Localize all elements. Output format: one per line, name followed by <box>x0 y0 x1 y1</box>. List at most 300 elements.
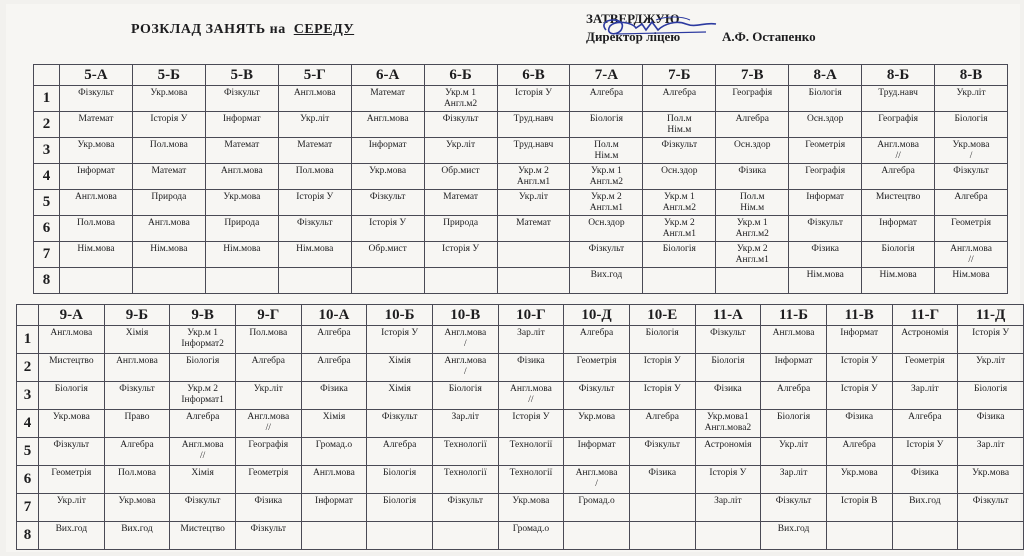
lesson-cell <box>424 268 497 294</box>
lesson-cell <box>716 268 789 294</box>
lesson-cell: Інформат <box>862 216 935 242</box>
lesson-cell: Англ.мова <box>205 164 278 190</box>
lesson-cell: Укр.м 1 Англ.м2 <box>424 86 497 112</box>
lesson-number: 2 <box>34 112 60 138</box>
lesson-row <box>17 410 1024 438</box>
lesson-cell: Фізкульт <box>367 410 433 438</box>
lesson-cell: Пол.м Нім.м <box>570 138 643 164</box>
class-header: 7-А <box>570 65 643 86</box>
class-header: 8-А <box>789 65 862 86</box>
lesson-cell: Право <box>104 410 170 438</box>
lesson-cell <box>205 268 278 294</box>
lesson-cell: Хімія <box>367 354 433 382</box>
lesson-row <box>17 466 1024 494</box>
lesson-number: 2 <box>17 354 39 382</box>
lesson-cell: Укр.літ <box>958 354 1024 382</box>
lesson-cell: Історія У <box>826 382 892 410</box>
class-header: 7-В <box>716 65 789 86</box>
lesson-cell: Укр.м 1 Англ.м2 <box>643 190 716 216</box>
lesson-cell: Укр.м 2 Інформат1 <box>170 382 236 410</box>
class-header: 11-Д <box>958 305 1024 326</box>
lesson-cell: Фізкульт <box>39 438 105 466</box>
schedule-sheet <box>6 4 1020 552</box>
header-row <box>34 65 1008 86</box>
lesson-cell: Фізика <box>826 410 892 438</box>
corner-cell <box>17 305 39 326</box>
lesson-cell: Труд.навч <box>497 112 570 138</box>
lesson-cell: Обр.мист <box>424 164 497 190</box>
class-header: 10-Д <box>564 305 630 326</box>
lesson-cell: Історія В <box>826 494 892 522</box>
lesson-cell: Алгебра <box>643 86 716 112</box>
lesson-number: 6 <box>17 466 39 494</box>
lesson-cell: Географія <box>789 164 862 190</box>
class-header: 10-А <box>301 305 367 326</box>
class-header: 10-Е <box>629 305 695 326</box>
lesson-cell: Зар.літ <box>892 382 958 410</box>
lesson-cell: Алгебра <box>235 354 301 382</box>
lesson-cell: Фізкульт <box>564 382 630 410</box>
lesson-cell <box>132 268 205 294</box>
lesson-cell: Вих.год <box>892 494 958 522</box>
lesson-cell: Зар.літ <box>498 326 564 354</box>
lesson-cell: Зар.літ <box>695 494 761 522</box>
lesson-cell: Географія <box>716 86 789 112</box>
lesson-cell: Біологія <box>367 494 433 522</box>
lesson-cell: Алгебра <box>170 410 236 438</box>
lesson-cell: Вих.год <box>570 268 643 294</box>
lesson-number: 1 <box>17 326 39 354</box>
lesson-cell: Фізкульт <box>935 164 1008 190</box>
lesson-row <box>17 354 1024 382</box>
lesson-cell: Алгебра <box>935 190 1008 216</box>
lesson-cell: Укр.мова / <box>935 138 1008 164</box>
lesson-cell: Вих.год <box>39 522 105 550</box>
lesson-cell: Алгебра <box>862 164 935 190</box>
lesson-cell <box>497 268 570 294</box>
lesson-cell: Труд.навч <box>862 86 935 112</box>
lesson-cell: Історія У <box>351 216 424 242</box>
lesson-cell: Укр.м 2 Англ.м1 <box>497 164 570 190</box>
lesson-cell: Фізкульт <box>205 86 278 112</box>
lesson-cell: Фізкульт <box>761 494 827 522</box>
lesson-cell: Біологія <box>170 354 236 382</box>
lesson-cell: Вих.год <box>761 522 827 550</box>
lesson-row <box>17 382 1024 410</box>
lesson-cell <box>826 522 892 550</box>
lesson-cell: Біологія <box>570 112 643 138</box>
class-header: 11-Б <box>761 305 827 326</box>
lesson-cell <box>432 522 498 550</box>
lesson-cell: Геометрія <box>235 466 301 494</box>
lesson-cell: Геометрія <box>892 354 958 382</box>
lesson-cell: Мистецтво <box>170 522 236 550</box>
lesson-cell <box>629 522 695 550</box>
lesson-cell: Астрономія <box>892 326 958 354</box>
lesson-cell: Фізика <box>629 466 695 494</box>
lesson-number: 1 <box>34 86 60 112</box>
lesson-cell: Історія У <box>629 354 695 382</box>
director-signature <box>586 14 726 42</box>
lesson-cell: Біологія <box>695 354 761 382</box>
lesson-cell: Алгебра <box>104 438 170 466</box>
lesson-cell: Геометрія <box>935 216 1008 242</box>
lesson-cell: Фізика <box>716 164 789 190</box>
director-label: Директор ліцею <box>586 29 681 44</box>
header-row <box>17 305 1024 326</box>
lesson-cell: Пол.мова <box>235 326 301 354</box>
lesson-cell: Укр.мова <box>205 190 278 216</box>
lesson-cell: Історія У <box>498 410 564 438</box>
lesson-cell: Фізика <box>958 410 1024 438</box>
lesson-cell: Англ.мова / <box>564 466 630 494</box>
lesson-cell: Інформат <box>826 326 892 354</box>
lesson-cell <box>60 268 133 294</box>
lesson-cell: Технології <box>498 466 564 494</box>
lesson-cell: Фізкульт <box>60 86 133 112</box>
lesson-cell: Фізкульт <box>351 190 424 216</box>
lesson-cell: Укр.мова <box>39 410 105 438</box>
lesson-cell: Фізкульт <box>170 494 236 522</box>
class-header: 6-А <box>351 65 424 86</box>
lesson-cell: Природа <box>132 190 205 216</box>
lesson-cell: Фізкульт <box>424 112 497 138</box>
lesson-cell: Історія У <box>826 354 892 382</box>
lesson-cell: Фізкульт <box>789 216 862 242</box>
lesson-cell: Укр.мова <box>498 494 564 522</box>
lesson-cell: Фізика <box>695 382 761 410</box>
lesson-cell: Укр.літ <box>424 138 497 164</box>
lesson-row <box>34 268 1008 294</box>
lesson-number: 3 <box>34 138 60 164</box>
lesson-cell: Англ.мова / <box>432 326 498 354</box>
class-header: 10-В <box>432 305 498 326</box>
lesson-cell: Історія У <box>132 112 205 138</box>
class-header: 6-Б <box>424 65 497 86</box>
lesson-cell: Математ <box>424 190 497 216</box>
lesson-row <box>17 522 1024 550</box>
lesson-cell: Англ.мова <box>39 326 105 354</box>
lesson-cell: Хімія <box>170 466 236 494</box>
lesson-cell: Технології <box>432 466 498 494</box>
lesson-number: 7 <box>17 494 39 522</box>
lesson-cell: Укр.літ <box>761 438 827 466</box>
lesson-cell: Інформат <box>564 438 630 466</box>
lesson-cell: Фізкульт <box>695 326 761 354</box>
lesson-cell: Пол.м Нім.м <box>643 112 716 138</box>
lesson-cell: Громад.о <box>564 494 630 522</box>
title-day: СЕРЕДУ <box>293 22 355 37</box>
lesson-row <box>34 190 1008 216</box>
lesson-cell: Математ <box>351 86 424 112</box>
class-header: 9-А <box>39 305 105 326</box>
lesson-row <box>34 112 1008 138</box>
lesson-row <box>34 138 1008 164</box>
lesson-cell <box>629 494 695 522</box>
lesson-cell: Зар.літ <box>432 410 498 438</box>
lesson-cell: Англ.мова // <box>862 138 935 164</box>
class-header: 9-Г <box>235 305 301 326</box>
class-header: 5-В <box>205 65 278 86</box>
lesson-cell: Англ.мова / <box>432 354 498 382</box>
lesson-cell: Укр.мова <box>564 410 630 438</box>
lesson-row <box>17 494 1024 522</box>
class-header: 11-В <box>826 305 892 326</box>
lesson-number: 8 <box>34 268 60 294</box>
lesson-cell: Громад.о <box>498 522 564 550</box>
lesson-cell: Укр.мова <box>132 86 205 112</box>
lesson-cell: Технології <box>498 438 564 466</box>
lesson-cell <box>351 268 424 294</box>
lesson-cell: Осн.здор <box>716 138 789 164</box>
class-header: 6-В <box>497 65 570 86</box>
lesson-cell: Труд.навч <box>497 138 570 164</box>
lesson-cell: Технології <box>432 438 498 466</box>
lesson-cell: Фізкульт <box>958 494 1024 522</box>
lesson-cell: Нім.мова <box>789 268 862 294</box>
lesson-cell <box>497 242 570 268</box>
lesson-cell: Англ.мова // <box>935 242 1008 268</box>
lesson-cell: Математ <box>497 216 570 242</box>
lesson-cell: Геометрія <box>789 138 862 164</box>
schedule-table-grades-5-8 <box>33 64 1008 294</box>
lesson-number: 7 <box>34 242 60 268</box>
lesson-cell: Нім.мова <box>205 242 278 268</box>
lesson-cell: Укр.мова <box>104 494 170 522</box>
lesson-cell: Укр.мова <box>826 466 892 494</box>
lesson-cell: Укр.м 1 Англ.м2 <box>570 164 643 190</box>
lesson-cell: Англ.мова // <box>235 410 301 438</box>
lesson-cell: Осн.здор <box>570 216 643 242</box>
lesson-row <box>34 164 1008 190</box>
approval-block <box>586 10 816 46</box>
schedule-title <box>131 22 354 38</box>
lesson-row <box>17 438 1024 466</box>
lesson-cell: Пол.мова <box>132 138 205 164</box>
director-name: А.Ф. Остапенко <box>722 29 816 44</box>
lesson-cell: Біологія <box>629 326 695 354</box>
lesson-cell: Хімія <box>367 382 433 410</box>
lesson-cell: Вих.год <box>104 522 170 550</box>
lesson-number: 4 <box>34 164 60 190</box>
lesson-cell: Англ.мова <box>761 326 827 354</box>
lesson-cell: Алгебра <box>367 438 433 466</box>
lesson-cell: Математ <box>278 138 351 164</box>
lesson-cell <box>564 522 630 550</box>
class-header: 9-В <box>170 305 236 326</box>
lesson-cell: Геометрія <box>39 466 105 494</box>
lesson-cell: Алгебра <box>570 86 643 112</box>
lesson-cell: Фізкульт <box>570 242 643 268</box>
class-header: 8-В <box>935 65 1008 86</box>
lesson-cell: Фізика <box>235 494 301 522</box>
lesson-cell: Зар.літ <box>761 466 827 494</box>
lesson-cell: Біологія <box>761 410 827 438</box>
lesson-cell: Укр.мова1 Англ.мова2 <box>695 410 761 438</box>
lesson-cell: Осн.здор <box>789 112 862 138</box>
lesson-number: 3 <box>17 382 39 410</box>
lesson-cell: Інформат <box>351 138 424 164</box>
lesson-cell: Нім.мова <box>935 268 1008 294</box>
lesson-row <box>34 86 1008 112</box>
lesson-cell: Математ <box>205 138 278 164</box>
lesson-cell: Укр.м 2 Англ.м1 <box>643 216 716 242</box>
class-header: 5-Г <box>278 65 351 86</box>
lesson-cell: Англ.мова <box>132 216 205 242</box>
class-header: 5-Б <box>132 65 205 86</box>
lesson-cell: Укр.літ <box>39 494 105 522</box>
class-header: 11-А <box>695 305 761 326</box>
lesson-number: 6 <box>34 216 60 242</box>
lesson-cell: Історія У <box>424 242 497 268</box>
lesson-cell: Укр.літ <box>278 112 351 138</box>
lesson-cell: Біологія <box>39 382 105 410</box>
lesson-cell: Біологія <box>367 466 433 494</box>
lesson-cell: Мистецтво <box>39 354 105 382</box>
class-header: 11-Г <box>892 305 958 326</box>
lesson-cell: Історія У <box>278 190 351 216</box>
lesson-cell: Географія <box>862 112 935 138</box>
lesson-cell: Фізика <box>892 466 958 494</box>
lesson-cell: Інформат <box>60 164 133 190</box>
approve-label: ЗАТВЕРДЖУЮ <box>586 11 680 26</box>
director-label-wrap <box>586 28 716 46</box>
lesson-cell: Алгебра <box>301 354 367 382</box>
lesson-cell: Фізика <box>498 354 564 382</box>
lesson-cell: Географія <box>235 438 301 466</box>
lesson-cell: Укр.літ <box>935 86 1008 112</box>
lesson-cell: Англ.мова // <box>498 382 564 410</box>
lesson-cell: Історія У <box>958 326 1024 354</box>
lesson-cell: Фізика <box>301 382 367 410</box>
lesson-cell: Біологія <box>862 242 935 268</box>
lesson-cell: Алгебра <box>716 112 789 138</box>
lesson-cell: Хімія <box>301 410 367 438</box>
lesson-row <box>34 242 1008 268</box>
lesson-cell: Обр.мист <box>351 242 424 268</box>
lesson-cell: Історія У <box>367 326 433 354</box>
lesson-cell: Алгебра <box>892 410 958 438</box>
class-header: 10-Г <box>498 305 564 326</box>
lesson-cell: Англ.мова // <box>170 438 236 466</box>
lesson-cell: Нім.мова <box>862 268 935 294</box>
lesson-cell: Інформат <box>301 494 367 522</box>
lesson-cell: Біологія <box>643 242 716 268</box>
class-header: 9-Б <box>104 305 170 326</box>
lesson-cell <box>958 522 1024 550</box>
title-text: РОЗКЛАД ЗАНЯТЬ на <box>131 22 286 37</box>
lesson-cell: Пол.мова <box>60 216 133 242</box>
lesson-cell: Алгебра <box>301 326 367 354</box>
lesson-cell: Математ <box>60 112 133 138</box>
lesson-cell: Укр.м 2 Англ.м1 <box>716 242 789 268</box>
lesson-cell: Укр.літ <box>235 382 301 410</box>
lesson-cell: Алгебра <box>564 326 630 354</box>
lesson-cell: Фізкульт <box>432 494 498 522</box>
lesson-cell: Мистецтво <box>862 190 935 216</box>
lesson-cell: Алгебра <box>826 438 892 466</box>
lesson-cell: Англ.мова <box>104 354 170 382</box>
lesson-cell: Зар.літ <box>958 438 1024 466</box>
lesson-cell: Інформат <box>205 112 278 138</box>
lesson-cell: Астрономія <box>695 438 761 466</box>
lesson-cell: Фізкульт <box>104 382 170 410</box>
lesson-cell <box>695 522 761 550</box>
lesson-cell: Фізика <box>789 242 862 268</box>
lesson-cell <box>643 268 716 294</box>
lesson-cell: Біологія <box>935 112 1008 138</box>
lesson-cell: Природа <box>424 216 497 242</box>
lesson-cell: Пол.мова <box>104 466 170 494</box>
class-header: 5-А <box>60 65 133 86</box>
corner-cell <box>34 65 60 86</box>
lesson-cell: Математ <box>132 164 205 190</box>
lesson-cell: Інформат <box>761 354 827 382</box>
lesson-cell: Англ.мова <box>301 466 367 494</box>
lesson-cell: Фізкульт <box>235 522 301 550</box>
lesson-row <box>34 216 1008 242</box>
lesson-cell: Геометрія <box>564 354 630 382</box>
class-header: 7-Б <box>643 65 716 86</box>
schedule-table-grades-9-11 <box>16 304 1024 550</box>
lesson-cell: Історія У <box>497 86 570 112</box>
class-header: 8-Б <box>862 65 935 86</box>
lesson-cell: Громад.о <box>301 438 367 466</box>
lesson-cell <box>278 268 351 294</box>
lesson-cell: Природа <box>205 216 278 242</box>
lesson-cell: Інформат <box>789 190 862 216</box>
lesson-cell: Хімія <box>104 326 170 354</box>
lesson-cell: Укр.мова <box>351 164 424 190</box>
lesson-cell: Укр.м 2 Англ.м1 <box>570 190 643 216</box>
lesson-cell <box>301 522 367 550</box>
class-header: 10-Б <box>367 305 433 326</box>
lesson-cell: Укр.мова <box>958 466 1024 494</box>
lesson-cell <box>367 522 433 550</box>
lesson-cell: Укр.м 1 Інформат2 <box>170 326 236 354</box>
lesson-cell <box>892 522 958 550</box>
lesson-cell: Фізкульт <box>278 216 351 242</box>
lesson-number: 5 <box>17 438 39 466</box>
lesson-cell: Фізкульт <box>643 138 716 164</box>
lesson-number: 5 <box>34 190 60 216</box>
lesson-cell: Біологія <box>789 86 862 112</box>
lesson-number: 4 <box>17 410 39 438</box>
lesson-cell: Англ.мова <box>60 190 133 216</box>
lesson-cell: Нім.мова <box>132 242 205 268</box>
lesson-cell: Укр.літ <box>497 190 570 216</box>
lesson-cell: Біологія <box>958 382 1024 410</box>
lesson-cell: Англ.мова <box>278 86 351 112</box>
lesson-row <box>17 326 1024 354</box>
lesson-cell: Нім.мова <box>60 242 133 268</box>
lesson-number: 8 <box>17 522 39 550</box>
lesson-cell: Пол.мова <box>278 164 351 190</box>
lesson-cell: Алгебра <box>761 382 827 410</box>
lesson-cell: Історія У <box>629 382 695 410</box>
lesson-cell: Історія У <box>695 466 761 494</box>
lesson-cell: Укр.мова <box>60 138 133 164</box>
lesson-cell: Біологія <box>432 382 498 410</box>
lesson-cell: Осн.здор <box>643 164 716 190</box>
lesson-cell: Укр.м 1 Англ.м2 <box>716 216 789 242</box>
lesson-cell: Фізкульт <box>629 438 695 466</box>
lesson-cell: Алгебра <box>629 410 695 438</box>
lesson-cell: Англ.мова <box>351 112 424 138</box>
lesson-cell: Нім.мова <box>278 242 351 268</box>
lesson-cell: Пол.м Нім.м <box>716 190 789 216</box>
lesson-cell: Історія У <box>892 438 958 466</box>
